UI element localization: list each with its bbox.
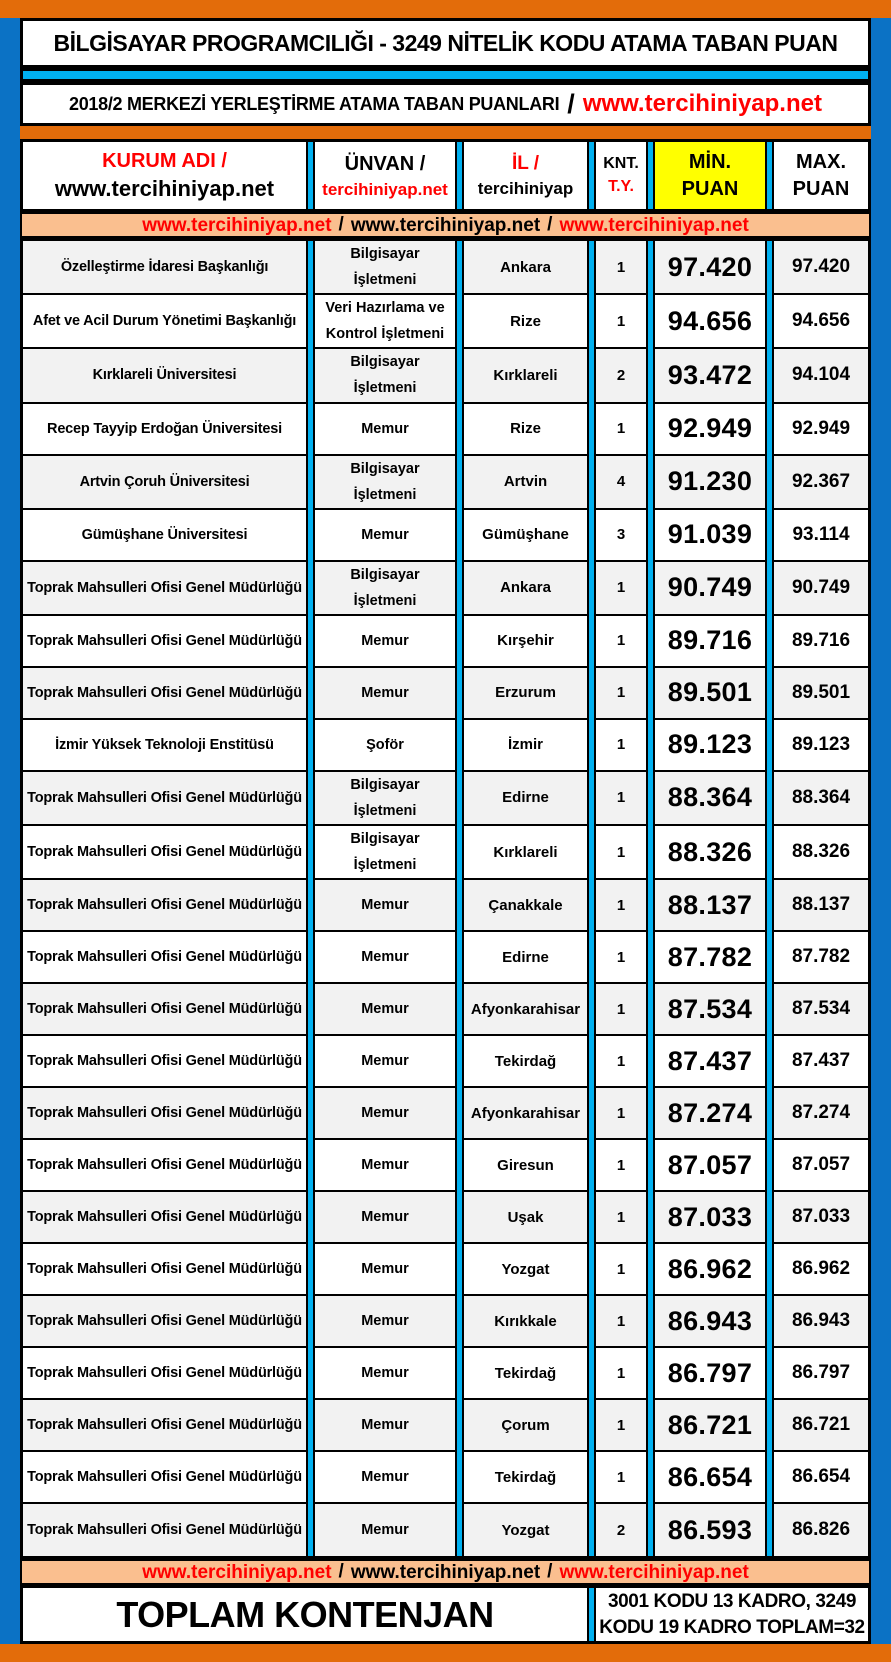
subtitle-text: 2018/2 MERKEZİ YERLEŞTİRME ATAMA TABAN PUANLARI — [69, 93, 560, 114]
table-cell-unvan: Memur — [315, 932, 455, 984]
table-cell-knt: 4 — [596, 456, 646, 510]
subtitle-separator: / — [567, 88, 575, 119]
table-cell-max: 88.137 — [774, 880, 868, 932]
site-band-separator: / — [547, 214, 553, 235]
table-cell-kurum: Toprak Mahsulleri Ofisi Genel Müdürlüğü — [23, 668, 306, 720]
table-cell-unvan: Veri Hazırlama ve Kontrol İşletmeni — [315, 295, 455, 349]
table-cell-knt: 1 — [596, 1452, 646, 1504]
table-cell-knt: 1 — [596, 1244, 646, 1296]
page-title-text: BİLGİSAYAR PROGRAMCILIĞI - 3249 NİTELİK KODU ATAMA TABAN PUAN — [53, 29, 838, 56]
table-cell-il: Çanakkale — [464, 880, 587, 932]
table-cell-max: 94.104 — [774, 349, 868, 403]
table-cell-max: 87.437 — [774, 1036, 868, 1088]
table-cell-il: Edirne — [464, 772, 587, 826]
table-cell-min: 92.949 — [655, 404, 765, 456]
table-cell-unvan: Memur — [315, 880, 455, 932]
table-cell-min: 87.534 — [655, 984, 765, 1036]
table-cell-il: Çorum — [464, 1400, 587, 1452]
table-cell-il: Tekirdağ — [464, 1348, 587, 1400]
table-cell-il: Edirne — [464, 932, 587, 984]
table-cell-knt: 1 — [596, 404, 646, 456]
table-cell-knt: 2 — [596, 349, 646, 403]
table-cell-kurum: Recep Tayyip Erdoğan Üniversitesi — [23, 404, 306, 456]
table-cell-min: 87.057 — [655, 1140, 765, 1192]
table-cell-kurum: Toprak Mahsulleri Ofisi Genel Müdürlüğü — [23, 1400, 306, 1452]
table-cell-min: 87.782 — [655, 932, 765, 984]
table-cell-min: 89.501 — [655, 668, 765, 720]
right-blue-bar — [871, 18, 891, 1644]
table-cell-knt: 1 — [596, 772, 646, 826]
table-cell-min: 88.137 — [655, 880, 765, 932]
table-cell-knt: 1 — [596, 1400, 646, 1452]
column-header-min-line1: MİN. — [688, 151, 732, 173]
table-cell-il: Kırklareli — [464, 349, 587, 403]
table-cell-max: 90.749 — [774, 562, 868, 616]
table-cell-unvan: Memur — [315, 404, 455, 456]
site-link[interactable]: www.tercihiniyap.net — [142, 214, 332, 236]
table-cell-max: 86.943 — [774, 1296, 868, 1348]
table-cell-max: 87.033 — [774, 1192, 868, 1244]
table-cell-il: Tekirdağ — [464, 1452, 587, 1504]
table-cell-kurum: Afet ve Acil Durum Yönetimi Başkanlığı — [23, 295, 306, 349]
table-cell-kurum: Toprak Mahsulleri Ofisi Genel Müdürlüğü — [23, 1504, 306, 1556]
column-header-max-line2: PUAN — [792, 178, 850, 200]
table-cell-il: Erzurum — [464, 668, 587, 720]
table-cell-max: 86.721 — [774, 1400, 868, 1452]
table-cell-min: 91.230 — [655, 456, 765, 510]
table-cell-min: 87.437 — [655, 1036, 765, 1088]
footer-total-detail-line1: 3001 KODU 13 KADRO, 3249 — [607, 1590, 857, 1612]
table-cell-max: 88.326 — [774, 826, 868, 880]
subtitle-site-link[interactable]: www.tercihiniyap.net — [582, 90, 822, 117]
table-cell-kurum: Toprak Mahsulleri Ofisi Genel Müdürlüğü — [23, 880, 306, 932]
table-cell-unvan: Bilgisayar İşletmeni — [315, 456, 455, 510]
table-cell-min: 87.274 — [655, 1088, 765, 1140]
content-column — [20, 18, 871, 1644]
table-cell-kurum: Toprak Mahsulleri Ofisi Genel Müdürlüğü — [23, 1088, 306, 1140]
table-cell-unvan: Şoför — [315, 720, 455, 772]
footer-total-detail — [596, 1588, 868, 1641]
top-orange-bar — [0, 0, 891, 18]
table-cell-unvan: Memur — [315, 1192, 455, 1244]
column-header-max-line1: MAX. — [796, 151, 846, 173]
table-cell-max: 89.501 — [774, 668, 868, 720]
table-cell-kurum: Toprak Mahsulleri Ofisi Genel Müdürlüğü — [23, 1192, 306, 1244]
table-cell-knt: 1 — [596, 880, 646, 932]
main-area — [0, 18, 891, 1644]
table-cell-min: 86.962 — [655, 1244, 765, 1296]
table-cell-il: Afyonkarahisar — [464, 1088, 587, 1140]
column-header-min-puan — [655, 142, 765, 209]
table-header-row — [20, 139, 871, 212]
site-link[interactable]: www.tercihiniyap.net — [142, 1561, 332, 1583]
table-cell-knt: 1 — [596, 1348, 646, 1400]
table-cell-il: Kırklareli — [464, 826, 587, 880]
table-cell-knt: 1 — [596, 984, 646, 1036]
column-separator — [765, 241, 774, 1556]
table-cell-il: Ankara — [464, 562, 587, 616]
footer-total-label: TOPLAM KONTENJAN — [23, 1588, 587, 1641]
table-cell-unvan: Memur — [315, 1036, 455, 1088]
column-separator — [587, 241, 596, 1556]
table-cell-max: 92.367 — [774, 456, 868, 510]
column-separator — [587, 142, 596, 209]
table-cell-unvan: Memur — [315, 1140, 455, 1192]
table-cell-unvan: Memur — [315, 1400, 455, 1452]
table-cell-min: 88.364 — [655, 772, 765, 826]
table-cell-knt: 1 — [596, 1192, 646, 1244]
table-cell-max: 86.654 — [774, 1452, 868, 1504]
table-cell-il: Rize — [464, 404, 587, 456]
table-cell-il: Kırıkkale — [464, 1296, 587, 1348]
table-cell-il: Uşak — [464, 1192, 587, 1244]
table-cell-kurum: Toprak Mahsulleri Ofisi Genel Müdürlüğü — [23, 1348, 306, 1400]
table-cell-max: 92.949 — [774, 404, 868, 456]
table-cell-il: Ankara — [464, 241, 587, 295]
table-cell-kurum: Toprak Mahsulleri Ofisi Genel Müdürlüğü — [23, 984, 306, 1036]
table-cell-knt: 1 — [596, 1088, 646, 1140]
column-header-il-line2: tercihiniyap — [477, 179, 574, 198]
table-cell-il: Artvin — [464, 456, 587, 510]
table-cell-knt: 1 — [596, 932, 646, 984]
table-cell-unvan: Memur — [315, 1088, 455, 1140]
table-cell-il: Giresun — [464, 1140, 587, 1192]
table-cell-il: İzmir — [464, 720, 587, 772]
table-cell-kurum: Toprak Mahsulleri Ofisi Genel Müdürlüğü — [23, 1036, 306, 1088]
table-cell-knt: 1 — [596, 295, 646, 349]
table-cell-max: 86.826 — [774, 1504, 868, 1556]
column-header-il — [464, 142, 587, 209]
site-link[interactable]: www.tercihiniyap.net — [559, 1561, 749, 1583]
column-header-min-line2: PUAN — [681, 178, 739, 200]
column-header-max-puan — [774, 142, 868, 209]
table-cell-kurum: Özelleştirme İdaresi Başkanlığı — [23, 241, 306, 295]
column-header-knt-line1: KNT. — [603, 155, 639, 172]
column-header-unvan — [315, 142, 455, 209]
column-separator — [306, 241, 315, 1556]
table-cell-knt: 2 — [596, 1504, 646, 1556]
table-cell-unvan: Memur — [315, 1504, 455, 1556]
table-cell-knt: 1 — [596, 826, 646, 880]
table-cell-max: 97.420 — [774, 241, 868, 295]
table-cell-unvan: Memur — [315, 1452, 455, 1504]
table-cell-min: 89.123 — [655, 720, 765, 772]
column-header-kurum — [23, 142, 306, 209]
orange-gap — [20, 126, 871, 139]
table-cell-kurum: Toprak Mahsulleri Ofisi Genel Müdürlüğü — [23, 1244, 306, 1296]
footer-total-detail-line2: KODU 19 KADRO TOPLAM=32 — [599, 1616, 865, 1638]
table-cell-max: 87.274 — [774, 1088, 868, 1140]
table-cell-unvan: Bilgisayar İşletmeni — [315, 349, 455, 403]
table-cell-kurum: Toprak Mahsulleri Ofisi Genel Müdürlüğü — [23, 826, 306, 880]
table-cell-min: 87.033 — [655, 1192, 765, 1244]
table-cell-max: 88.364 — [774, 772, 868, 826]
table-cell-min: 93.472 — [655, 349, 765, 403]
table-cell-min: 90.749 — [655, 562, 765, 616]
table-cell-kurum: Gümüşhane Üniversitesi — [23, 510, 306, 562]
table-cell-il: Rize — [464, 295, 587, 349]
table-cell-knt: 1 — [596, 1140, 646, 1192]
site-band-separator: / — [338, 1561, 344, 1582]
table-cell-knt: 1 — [596, 1296, 646, 1348]
table-cell-knt: 1 — [596, 668, 646, 720]
table-cell-unvan: Bilgisayar İşletmeni — [315, 772, 455, 826]
table-cell-min: 97.420 — [655, 241, 765, 295]
column-separator — [646, 142, 655, 209]
table-cell-knt: 1 — [596, 616, 646, 668]
site-link[interactable]: www.tercihiniyap.net — [350, 1561, 541, 1583]
table-cell-min: 86.654 — [655, 1452, 765, 1504]
subtitle-band — [20, 82, 871, 126]
table-cell-max: 89.716 — [774, 616, 868, 668]
column-separator — [646, 241, 655, 1556]
table-cell-knt: 1 — [596, 1036, 646, 1088]
table-cell-unvan: Memur — [315, 984, 455, 1036]
table-cell-max: 86.797 — [774, 1348, 868, 1400]
table-cell-max: 87.057 — [774, 1140, 868, 1192]
table-cell-il: Afyonkarahisar — [464, 984, 587, 1036]
column-header-kurum-site-link[interactable]: www.tercihiniyap.net — [54, 176, 275, 201]
table-cell-kurum: Artvin Çoruh Üniversitesi — [23, 456, 306, 510]
table-cell-unvan: Bilgisayar İşletmeni — [315, 562, 455, 616]
column-separator — [765, 142, 774, 209]
site-band-bottom — [20, 1559, 871, 1585]
table-cell-knt: 1 — [596, 241, 646, 295]
footer-row — [20, 1585, 871, 1644]
table-cell-kurum: Kırklareli Üniversitesi — [23, 349, 306, 403]
page-title — [20, 18, 871, 68]
column-header-knt — [596, 142, 646, 209]
table-cell-unvan: Bilgisayar İşletmeni — [315, 241, 455, 295]
site-link[interactable]: www.tercihiniyap.net — [559, 214, 749, 236]
column-separator — [587, 1588, 596, 1641]
left-blue-bar — [0, 18, 20, 1644]
table-cell-unvan: Memur — [315, 1244, 455, 1296]
data-grid — [20, 238, 871, 1559]
table-cell-il: Yozgat — [464, 1504, 587, 1556]
site-link[interactable]: www.tercihiniyap.net — [350, 214, 541, 236]
site-band-separator: / — [338, 214, 344, 235]
column-header-unvan-site-link[interactable]: tercihiniyap.net — [322, 179, 448, 199]
table-cell-max: 93.114 — [774, 510, 868, 562]
table-cell-min: 86.721 — [655, 1400, 765, 1452]
site-band-top — [20, 212, 871, 238]
table-cell-kurum: Toprak Mahsulleri Ofisi Genel Müdürlüğü — [23, 932, 306, 984]
table-cell-unvan: Memur — [315, 616, 455, 668]
table-cell-min: 94.656 — [655, 295, 765, 349]
table-cell-unvan: Memur — [315, 1296, 455, 1348]
column-header-il-line1: İL / — [511, 153, 540, 174]
table-cell-kurum: Toprak Mahsulleri Ofisi Genel Müdürlüğü — [23, 1296, 306, 1348]
table-cell-il: Tekirdağ — [464, 1036, 587, 1088]
table-cell-il: Gümüşhane — [464, 510, 587, 562]
table-cell-min: 86.797 — [655, 1348, 765, 1400]
column-separator — [306, 142, 315, 209]
table-cell-knt: 1 — [596, 562, 646, 616]
table-cell-il: Yozgat — [464, 1244, 587, 1296]
column-separator — [455, 241, 464, 1556]
site-band-separator: / — [547, 1561, 553, 1582]
cyan-divider-band — [20, 68, 871, 82]
table-cell-kurum: Toprak Mahsulleri Ofisi Genel Müdürlüğü — [23, 616, 306, 668]
table-cell-unvan: Memur — [315, 668, 455, 720]
table-cell-unvan: Bilgisayar İşletmeni — [315, 826, 455, 880]
table-cell-kurum: Toprak Mahsulleri Ofisi Genel Müdürlüğü — [23, 1452, 306, 1504]
table-cell-max: 87.534 — [774, 984, 868, 1036]
table-cell-knt: 3 — [596, 510, 646, 562]
table-cell-max: 94.656 — [774, 295, 868, 349]
column-header-kurum-line1: KURUM ADI / — [102, 150, 227, 172]
table-cell-min: 86.943 — [655, 1296, 765, 1348]
table-cell-kurum: Toprak Mahsulleri Ofisi Genel Müdürlüğü — [23, 772, 306, 826]
column-separator — [455, 142, 464, 209]
table-cell-max: 89.123 — [774, 720, 868, 772]
bottom-orange-bar — [0, 1644, 891, 1662]
table-cell-max: 86.962 — [774, 1244, 868, 1296]
column-header-knt-line2: T.Y. — [608, 178, 634, 195]
table-cell-max: 87.782 — [774, 932, 868, 984]
table-cell-min: 86.593 — [655, 1504, 765, 1556]
table-cell-knt: 1 — [596, 720, 646, 772]
table-cell-kurum: Toprak Mahsulleri Ofisi Genel Müdürlüğü — [23, 1140, 306, 1192]
table-cell-kurum: Toprak Mahsulleri Ofisi Genel Müdürlüğü — [23, 562, 306, 616]
table-cell-kurum: İzmir Yüksek Teknoloji Enstitüsü — [23, 720, 306, 772]
table-cell-il: Kırşehir — [464, 616, 587, 668]
table-cell-unvan: Memur — [315, 1348, 455, 1400]
table-cell-min: 89.716 — [655, 616, 765, 668]
table-cell-unvan: Memur — [315, 510, 455, 562]
column-header-unvan-line1: ÜNVAN / — [344, 152, 426, 175]
table-cell-min: 91.039 — [655, 510, 765, 562]
table-cell-min: 88.326 — [655, 826, 765, 880]
